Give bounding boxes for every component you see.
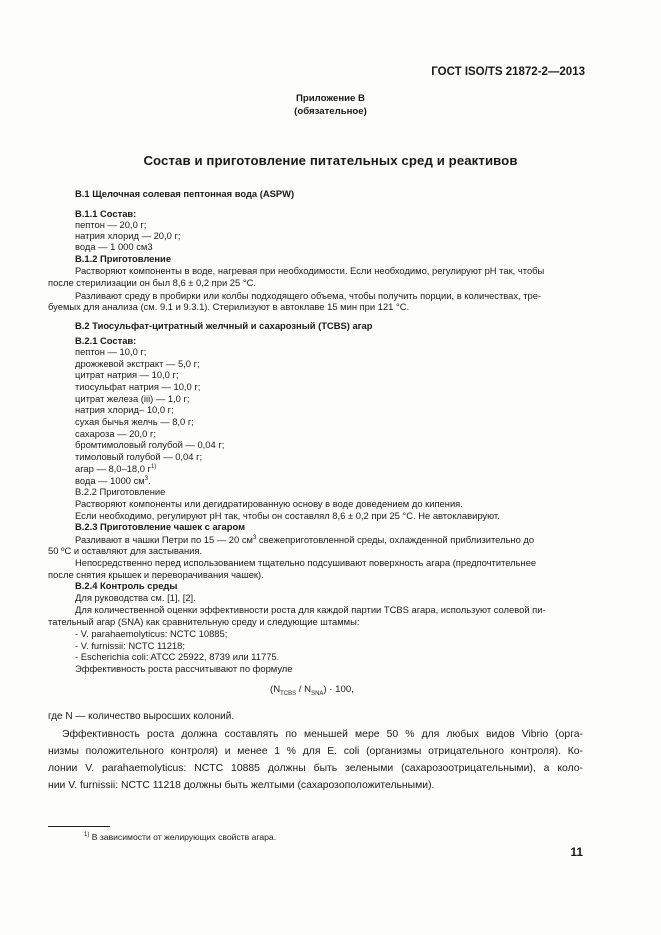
efficiency-text-line: Эффективность роста должна составлять по меньшей мере 50 % для любых видов Vibrio (орга- [62, 729, 583, 740]
b2-plates-text-line: после снятия крышек и переворачивания чашек). [48, 569, 264, 580]
b2-item: тимоловый голубой — 0,04 г; [75, 451, 203, 462]
b1-item: пептон — 20,0 г; [75, 219, 147, 230]
page-title: Состав и приготовление питательных сред и реактивов [143, 153, 518, 168]
strain-item: - V. furnissii: NCTC 11218; [75, 640, 185, 651]
section-b2-heading: В.2 Тиосульфат-цитратный желчный и сахарозный (TCBS) агар [75, 320, 373, 331]
b1-prep-text-line: Растворяют компоненты в воде, нагревая при необходимости. Если необходимо, регулируют pH так, чтобы [75, 265, 545, 276]
b2-prep-text: Если необходимо, регулируют pH так, чтобы он составлял 8,6 ± 0,2 при 25 °С. Не автоклавируют. [75, 510, 500, 521]
b1-item: вода — 1 000 см3 [75, 241, 153, 252]
formula-intro: Эффективность роста рассчитывают по формуле [75, 663, 293, 674]
efficiency-text-line: низмы положительного контроля) и менее 1 % для E. coli (организмы отрицательного контроля). Ко- [48, 746, 583, 757]
footnote-divider [48, 826, 110, 827]
footnote-marker: 1) [84, 832, 90, 839]
b2-item: натрия хлорид– 10,0 г; [75, 404, 174, 415]
formula-where: где N — количество выросших колоний. [48, 711, 235, 722]
b1-prep-text-line: Разливают среду в пробирки или колбы подходящего объема, чтобы получить порции, в количествах, тре- [75, 290, 542, 301]
b2-control-text-line: Для количественной оценки эффективности роста для каждой партии TCBS агара, используют солевой пи- [75, 604, 546, 615]
efficiency-text-line: нии V. furnissii: NCTC 11218 должны быть желтыми (сахарозоположительными). [48, 780, 435, 791]
b2-item: тиосульфат натрия — 10,0 г; [75, 381, 201, 392]
section-b1-heading: В.1 Щелочная солевая пептонная вода (ASPW) [75, 188, 295, 199]
annex-status: (обязательное) [294, 106, 367, 117]
footnote-ref: 1) [150, 464, 157, 470]
b2-plates-text-line: Разливают в чашки Петри по 15 — 20 $см^3$ свежеприготовленной среды, охлажденной приблизительно до [75, 534, 535, 546]
b2-item-agar: агар — 8,0–18,0 $г^{1)}$ [75, 463, 157, 475]
annex-title: Приложение В [296, 93, 365, 104]
b2-plates-text-line: 50 ºС и оставляют для застывания. [48, 545, 203, 556]
b2-item: сухая бычья желчь — 8,0 г; [75, 416, 194, 427]
footnote: $^{1)}$ В зависимости от желирующих свойств агара. [84, 832, 277, 842]
b2-plates-text-line: Непосредственно перед использованием тщательно подсушивают поверхность агара (предпочтительнее [75, 557, 537, 568]
growth-formula: $(N_{TCBS} / N_{SNA}) \cdot 100$, [270, 684, 354, 697]
b2-control-text: Для руководства см. [1], [2]. [75, 592, 196, 603]
page-number: 11 [570, 845, 583, 859]
b2-control-heading: В.2.4 Контроль среды [75, 580, 178, 591]
b2-control-text-line: тательный агар (SNA) как сравнительную среду и следующие штаммы: [48, 616, 360, 627]
efficiency-text-line: лонии V. parahaemolyticus: NCTC 10885 должны быть зелеными (сахарозоотрицательными), а коло- [48, 763, 583, 774]
strain-item: - V. parahaemolyticus: NCTC 10885; [75, 628, 228, 639]
b2-composition-heading: В.2.1 Состав: [75, 335, 137, 346]
b2-item: пептон — 10,0 г; [75, 346, 147, 357]
b2-item-water: вода — 1000 $см^3$. [75, 475, 151, 487]
standard-number: ГОСТ ISO/TS 21872-2—2013 [431, 66, 585, 78]
b2-item: бромтимоловый голубой — 0,04 г; [75, 439, 225, 450]
b2-item: цитрат железа (iii) — 1,0 г; [75, 393, 190, 404]
b2-plates-heading: В.2.3 Приготовление чашек с агаром [75, 521, 246, 532]
b1-item: натрия хлорид — 20,0 г; [75, 230, 181, 241]
b2-prep-heading: В.2.2 Приготовление [75, 486, 166, 497]
b2-item: сахароза — 20,0 г; [75, 428, 156, 439]
strain-item: - Escherichia coli: ATCC 25922, 8739 или 11775. [75, 651, 280, 662]
b1-composition-heading: В.1.1 Состав: [75, 208, 137, 219]
b2-prep-text: Растворяют компоненты или дегидратированную основу в воде доведением до кипения. [75, 498, 463, 509]
b1-prep-heading: В.1.2 Приготовление [75, 253, 172, 264]
b2-item: дрожжевой экстракт — 5,0 г; [75, 358, 200, 369]
b1-prep-text-line: буемых для анализа (см. 9.1 и 9.3.1). Стерилизуют в автоклаве 15 мин при 121 °С. [48, 301, 410, 312]
b1-prep-text-line: после стерилизации он был 8,6 ± 0,2 при 25 °С. [48, 277, 256, 288]
b2-item: цитрат натрия — 10,0 г; [75, 369, 179, 380]
